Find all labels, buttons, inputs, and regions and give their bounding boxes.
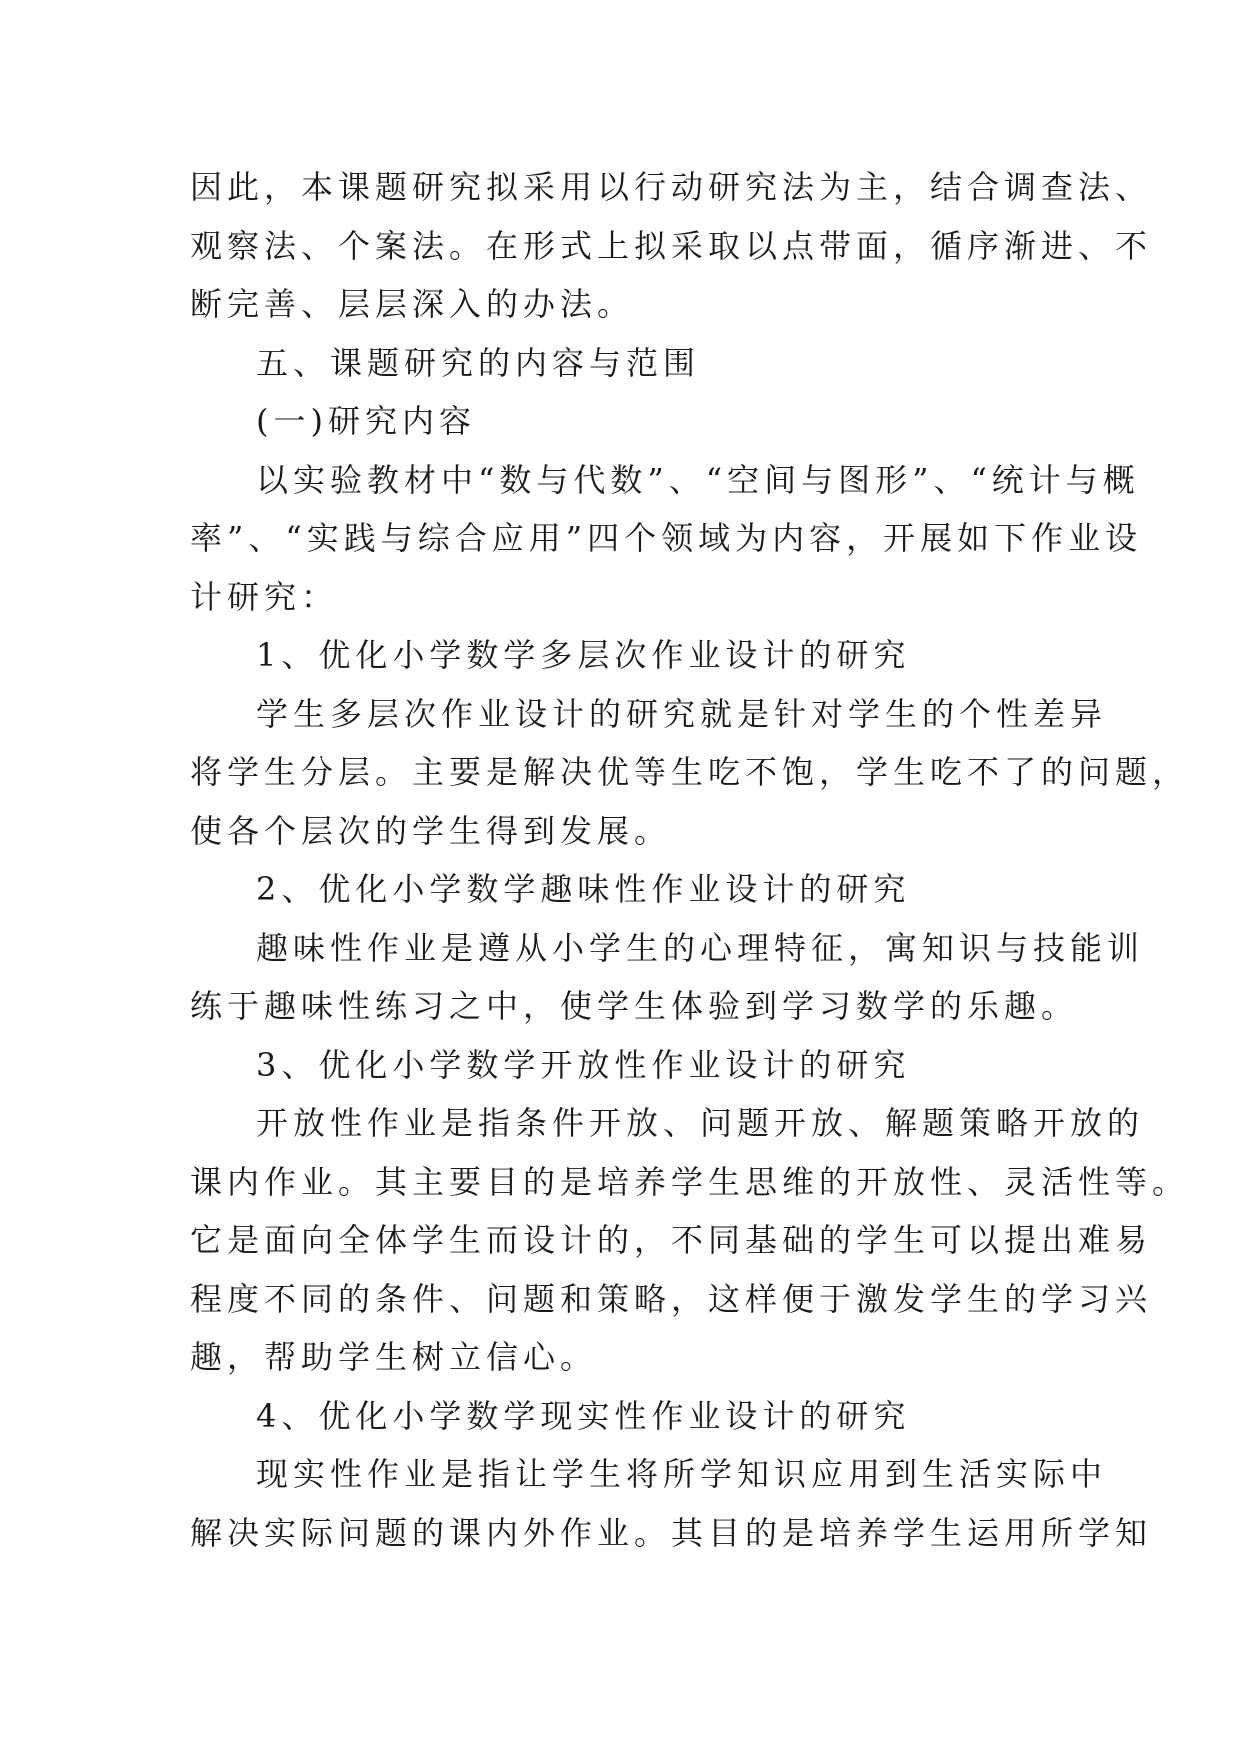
item-heading: 2、优化小学数学趣味性作业设计的研究 [256,870,911,908]
text-line: 趣味性作业是遵从小学生的心理特征，寓知识与技能训 [256,928,1145,967]
item-heading: 4、优化小学数学现实性作业设计的研究 [256,1396,911,1435]
text-line: 观察法、个案法。在形式上拟采取以点带面，循序渐进、不 [190,226,1153,265]
text-line: 断完善、层层深入的办法。 [190,285,635,323]
text-line: 以实验教材中“数与代数”、“空间与图形”、“统计与概 [256,460,1140,499]
text-line: 率”、“实践与综合应用”四个领域为内容，开展如下作业设 [190,519,1143,557]
text-line: 计研究： [190,577,339,616]
text-line: 练于趣味性练习之中，使学生体验到学习数学的乐趣。 [190,987,1079,1025]
item-heading: 3、优化小学数学开放性作业设计的研究 [256,1045,911,1084]
text-line: 解决实际问题的课内外作业。其目的是培养学生运用所学知 [190,1513,1153,1552]
text-line: 开放性作业是指条件开放、问题开放、解题策略开放的 [256,1104,1145,1142]
section-heading: 五、课题研究的内容与范围 [256,343,701,382]
text-line: 学生多层次作业设计的研究就是针对学生的个性差异 [256,694,1108,733]
text-line: 它是面向全体学生而设计的，不同基础的学生可以提出难易 [190,1221,1153,1259]
body-text [190,158,1190,1562]
text-line: 现实性作业是指让学生将所学知识应用到生活实际中 [256,1455,1108,1493]
item-heading: 1、优化小学数学多层次作业设计的研究 [256,636,911,674]
text-line: 因此，本课题研究拟采用以行动研究法为主，结合调查法、 [190,168,1153,206]
text-line: 将学生分层。主要是解决优等生吃不饱，学生吃不了的问题， [190,753,1190,791]
text-line: 课内作业。其主要目的是培养学生思维的开放性、灵活性等。 [190,1162,1190,1201]
text-line: 趣，帮助学生树立信心。 [190,1338,598,1376]
subsection-heading: (一)研究内容 [256,402,476,440]
text-line: 程度不同的条件、问题和策略，这样便于激发学生的学习兴 [190,1279,1153,1318]
text-line: 使各个层次的学生得到发展。 [190,811,672,850]
